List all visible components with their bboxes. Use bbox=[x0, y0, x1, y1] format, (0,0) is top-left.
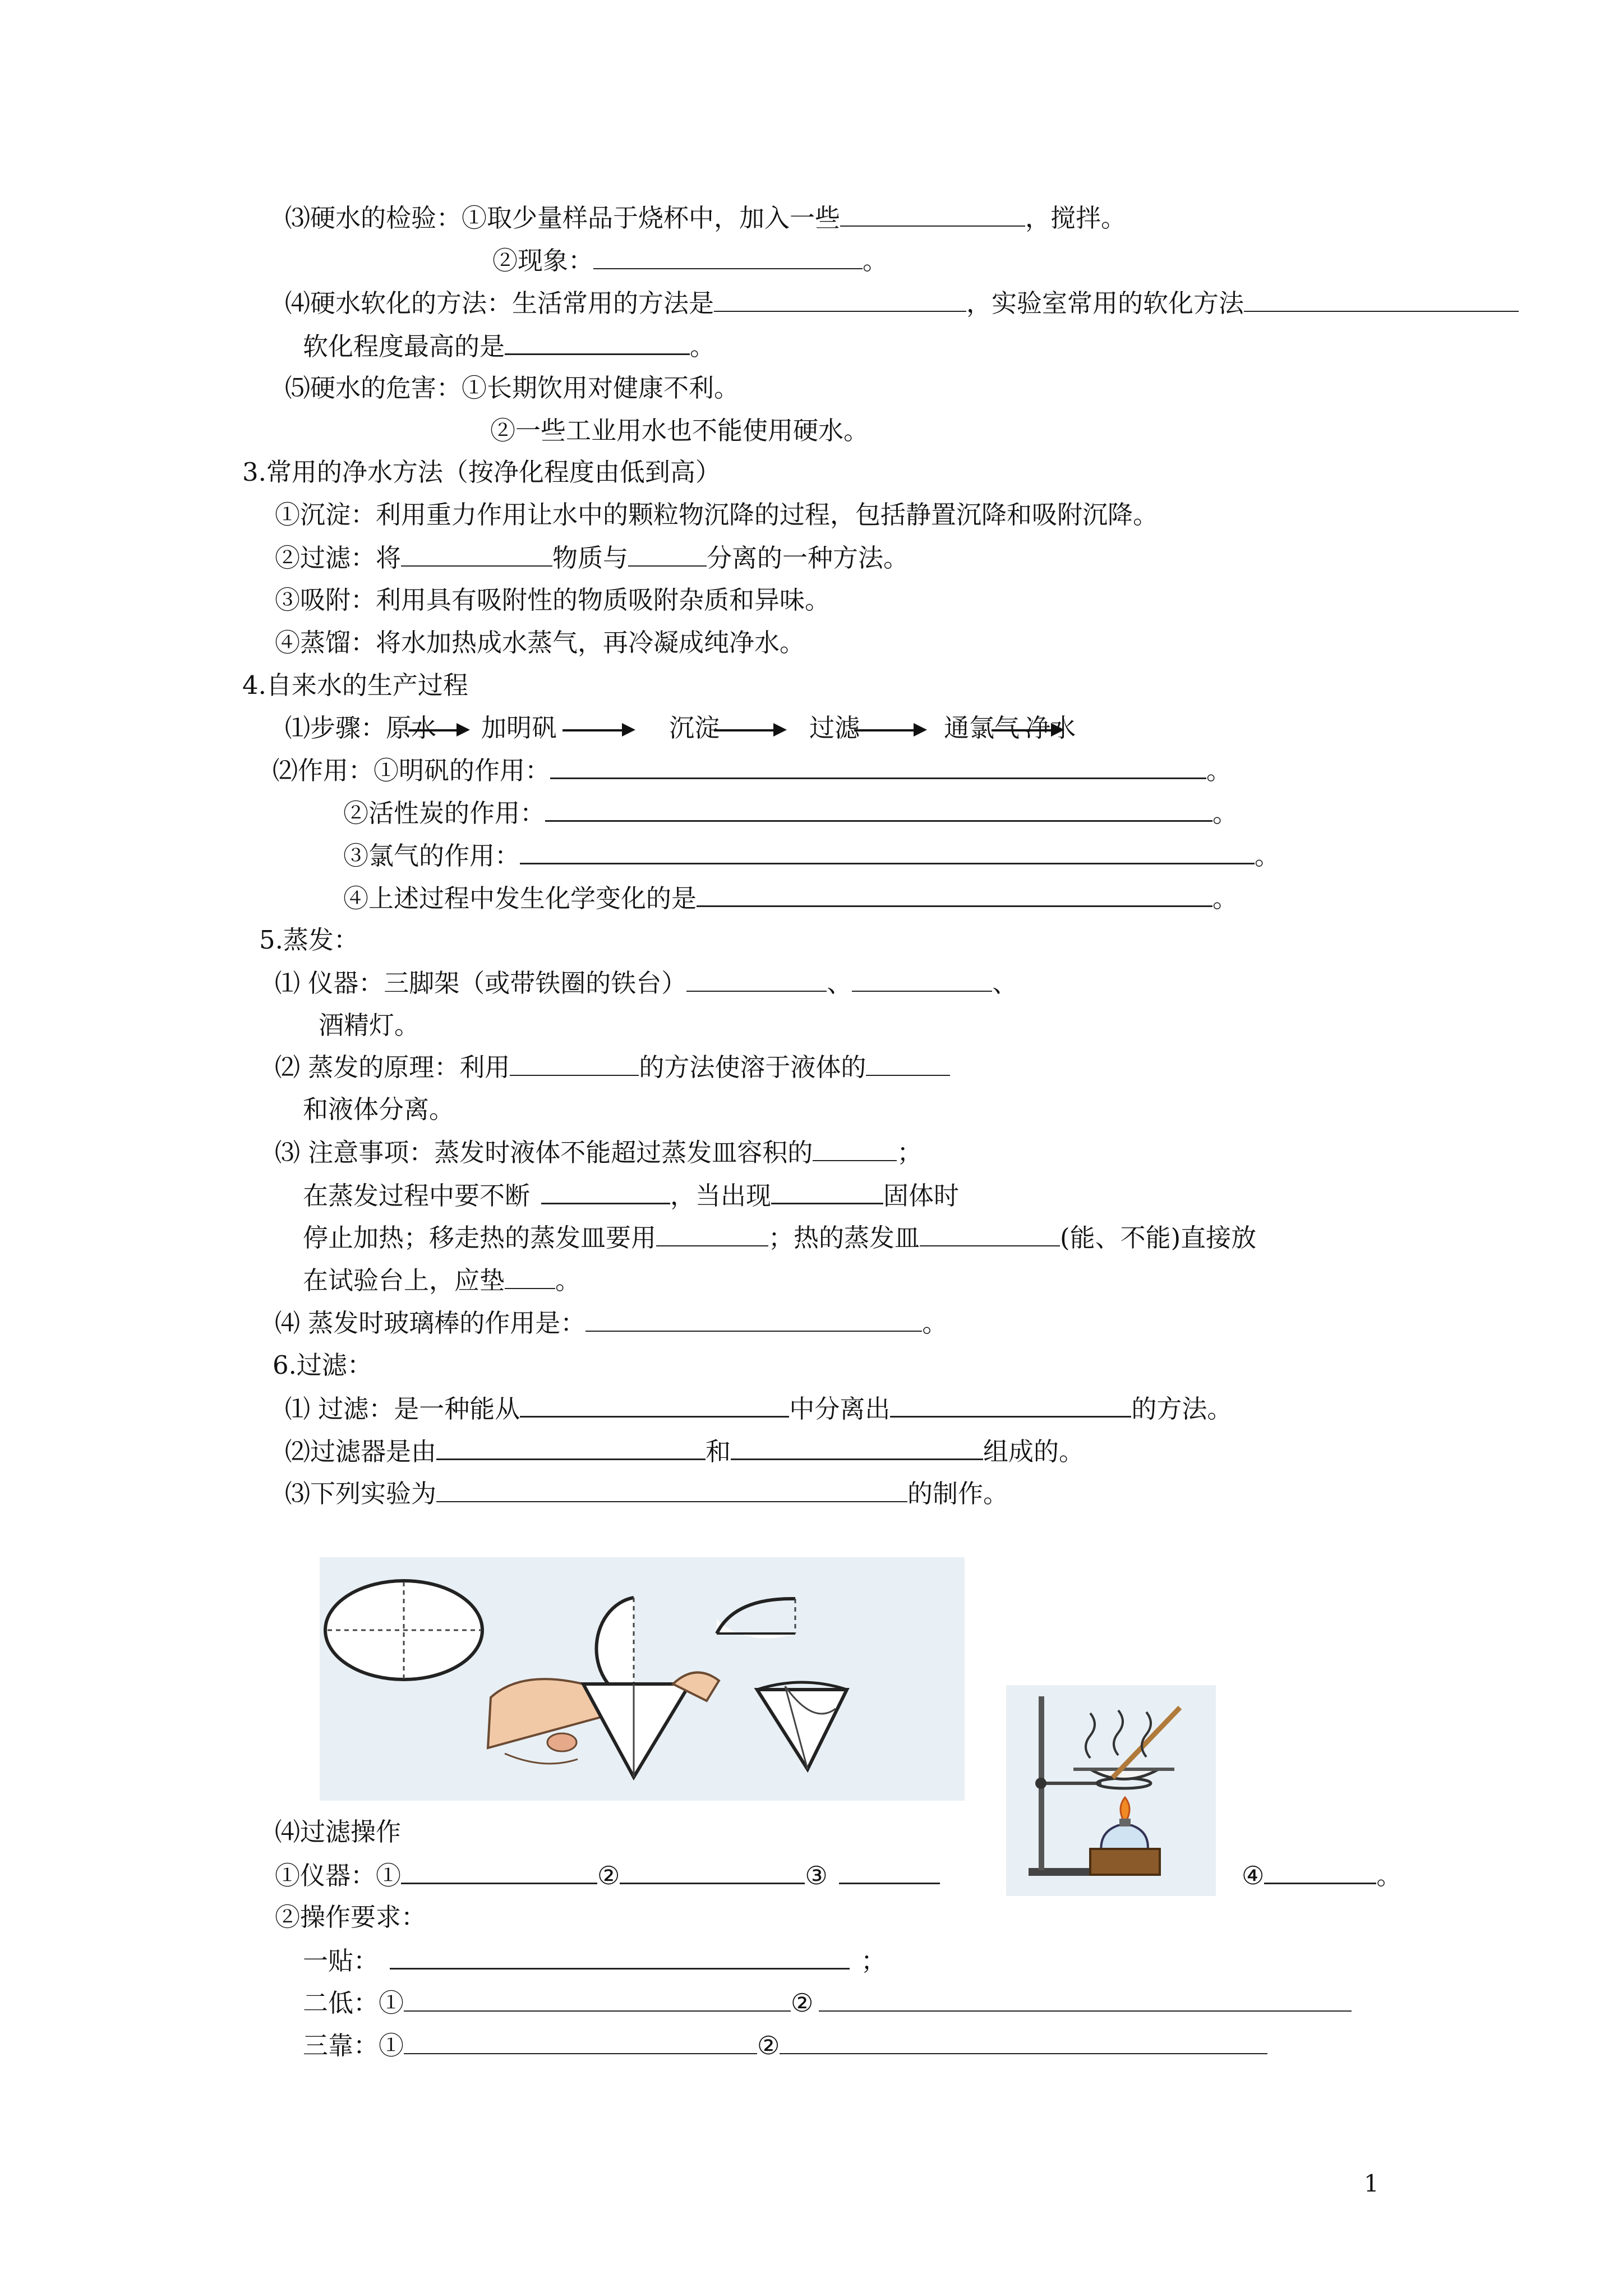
experiment-making: ⑶下列实验为 的制作。 bbox=[285, 1476, 1008, 1511]
evap-notes-2: 在蒸发过程中要不断 ，当出现 固体时 bbox=[303, 1178, 959, 1213]
section-6-title: 6.过滤： bbox=[273, 1350, 372, 1380]
answer-blank[interactable] bbox=[1244, 286, 1519, 312]
operation-requirements: ②操作要求： bbox=[275, 1902, 427, 1932]
evap-notes-3: 停止加热；移走热的蒸发皿要用 ；热的蒸发皿 (能、不能)直接放 bbox=[303, 1221, 1256, 1255]
softening-line: ⑷硬水软化的方法：生活常用的方法是 ，实验室常用的软化方法 bbox=[285, 286, 1519, 320]
answer-blank[interactable] bbox=[401, 541, 552, 567]
evaporation-illustration bbox=[1006, 1685, 1216, 1896]
evap-notes-4: 在试验台上，应垫 。 bbox=[303, 1263, 580, 1297]
method-sedimentation: ①沉淀：利用重力作用让水中的颗粒物沉降的过程，包括静置沉降和吸附沉降。 bbox=[275, 500, 1159, 530]
method-filtration: ②过滤：将 物质与 分离的一种方法。 bbox=[275, 541, 909, 575]
filter-composition: ⑵过滤器是由 和 组成的。 bbox=[285, 1434, 1084, 1469]
answer-blank[interactable] bbox=[780, 2028, 1267, 2054]
answer-blank[interactable] bbox=[628, 541, 707, 567]
method-distillation: ④蒸馏：将水加热成水蒸气，再冷凝成纯净水。 bbox=[275, 628, 805, 657]
answer-blank[interactable] bbox=[545, 795, 1212, 822]
filtration-def: ⑴ 过滤：是一种能从 中分离出 的方法。 bbox=[285, 1391, 1232, 1426]
answer-blank[interactable] bbox=[620, 1858, 805, 1884]
arrow-icon bbox=[562, 728, 635, 733]
hazard-line-1: ⑸硬水的危害：①长期饮用对健康不利。 bbox=[285, 373, 740, 403]
hardwater-test-line: ⑶硬水的检验：①取少量样品于烧杯中，加入一些 ，搅拌。 bbox=[285, 201, 1126, 235]
answer-blank[interactable] bbox=[686, 966, 827, 992]
two-low: 二低：① ② bbox=[303, 1986, 1352, 2020]
arrow-icon bbox=[854, 728, 927, 733]
answer-blank[interactable] bbox=[852, 966, 992, 992]
function-carbon: ②活性炭的作用： 。 bbox=[343, 795, 1238, 830]
function-chemical-change: ④上述过程中发生化学变化的是 。 bbox=[343, 881, 1238, 915]
softening-best-line: 软化程度最高的是 。 bbox=[303, 329, 715, 364]
answer-blank[interactable] bbox=[520, 1391, 789, 1418]
answer-blank[interactable] bbox=[404, 2028, 757, 2054]
answer-blank[interactable] bbox=[436, 1434, 706, 1460]
answer-blank[interactable] bbox=[404, 1986, 791, 2012]
page-number: 1 bbox=[1364, 2170, 1379, 2197]
filter-folding-illustration bbox=[320, 1557, 965, 1801]
arrow-icon bbox=[408, 728, 470, 733]
step-clean-water: 净水 bbox=[1025, 713, 1076, 743]
evaporation-apparatus-figure bbox=[1006, 1685, 1216, 1896]
filter-paper-folding-figure bbox=[320, 1557, 965, 1801]
filtration-instruments: ①仪器：① ② ③ bbox=[275, 1858, 940, 1893]
three-lean: 三靠：① ② bbox=[303, 2028, 1267, 2063]
hazard-line-2: ②一些工业用水也不能使用硬水。 bbox=[490, 416, 869, 445]
answer-blank[interactable] bbox=[890, 1391, 1131, 1418]
answer-blank[interactable] bbox=[541, 1178, 670, 1204]
answer-blank[interactable] bbox=[819, 1986, 1352, 2012]
arrow-icon bbox=[992, 728, 1064, 733]
answer-blank[interactable] bbox=[840, 201, 1025, 227]
evap-instruments: ⑴ 仪器：三脚架（或带铁圈的铁台） 、 、 bbox=[275, 966, 1017, 1000]
step-chlorine: 通氯气 bbox=[944, 713, 1020, 743]
answer-blank[interactable] bbox=[813, 1135, 897, 1161]
step-raw-water: 原水 bbox=[386, 713, 437, 743]
section-3-title: 3.常用的净水方法（按净化程度由低到高） bbox=[242, 457, 721, 487]
answer-blank[interactable] bbox=[401, 1858, 597, 1884]
filtration-instrument-4: ④ 。 bbox=[1242, 1858, 1401, 1893]
evap-principle: ⑵ 蒸发的原理：利用 的方法使溶于液体的 bbox=[275, 1050, 950, 1084]
method-adsorption: ③吸附：利用具有吸附性的物质吸附杂质和异味。 bbox=[275, 585, 831, 615]
filtration-operation-title: ⑷过滤操作 bbox=[275, 1817, 402, 1847]
answer-blank[interactable] bbox=[771, 1178, 883, 1204]
answer-blank[interactable] bbox=[436, 1476, 907, 1502]
answer-blank[interactable] bbox=[510, 1050, 639, 1076]
answer-blank[interactable] bbox=[505, 329, 690, 355]
step-filter: 过滤 bbox=[809, 713, 860, 743]
step-add-alum: 加明矾 bbox=[481, 713, 557, 743]
section-5-title: 5.蒸发： bbox=[259, 925, 359, 955]
evap-principle-2: 和液体分离。 bbox=[303, 1094, 455, 1124]
hardwater-test-text: ⑶硬水的检验：①取少量样品于烧杯中，加入一些 bbox=[285, 203, 841, 233]
one-stick: 一贴： ； bbox=[303, 1943, 886, 1978]
answer-blank[interactable] bbox=[585, 1306, 922, 1332]
answer-blank[interactable] bbox=[390, 1943, 850, 1970]
answer-blank[interactable] bbox=[866, 1050, 950, 1076]
answer-blank[interactable] bbox=[697, 881, 1212, 907]
evap-glass-rod: ⑷ 蒸发时玻璃棒的作用是： 。 bbox=[275, 1306, 947, 1340]
step-settle: 沉淀 bbox=[669, 713, 720, 743]
function-alum: ⑵作用：①明矾的作用： 。 bbox=[273, 753, 1232, 788]
phenomenon-line: ②现象： 。 bbox=[492, 243, 888, 278]
answer-blank[interactable] bbox=[920, 1221, 1060, 1246]
answer-blank[interactable] bbox=[839, 1858, 940, 1884]
evap-notes-1: ⑶ 注意事项：蒸发时液体不能超过蒸发皿容积的 ； bbox=[275, 1135, 922, 1170]
answer-blank[interactable] bbox=[1264, 1858, 1376, 1884]
arrow-icon bbox=[714, 728, 787, 733]
answer-blank[interactable] bbox=[656, 1221, 768, 1246]
process-steps: ⑴步骤：原水 加明矾 沉淀 过滤 通氯气 净水 bbox=[285, 713, 1076, 743]
answer-blank[interactable] bbox=[731, 1434, 983, 1460]
answer-blank[interactable] bbox=[505, 1263, 555, 1289]
answer-blank[interactable] bbox=[520, 838, 1255, 864]
answer-blank[interactable] bbox=[714, 286, 966, 312]
section-4-title: 4.自来水的生产过程 bbox=[242, 670, 468, 700]
answer-blank[interactable] bbox=[550, 753, 1206, 779]
evap-instruments-2: 酒精灯。 bbox=[319, 1010, 420, 1040]
function-chlorine: ③氯气的作用： 。 bbox=[343, 838, 1280, 873]
answer-blank[interactable] bbox=[593, 243, 863, 269]
